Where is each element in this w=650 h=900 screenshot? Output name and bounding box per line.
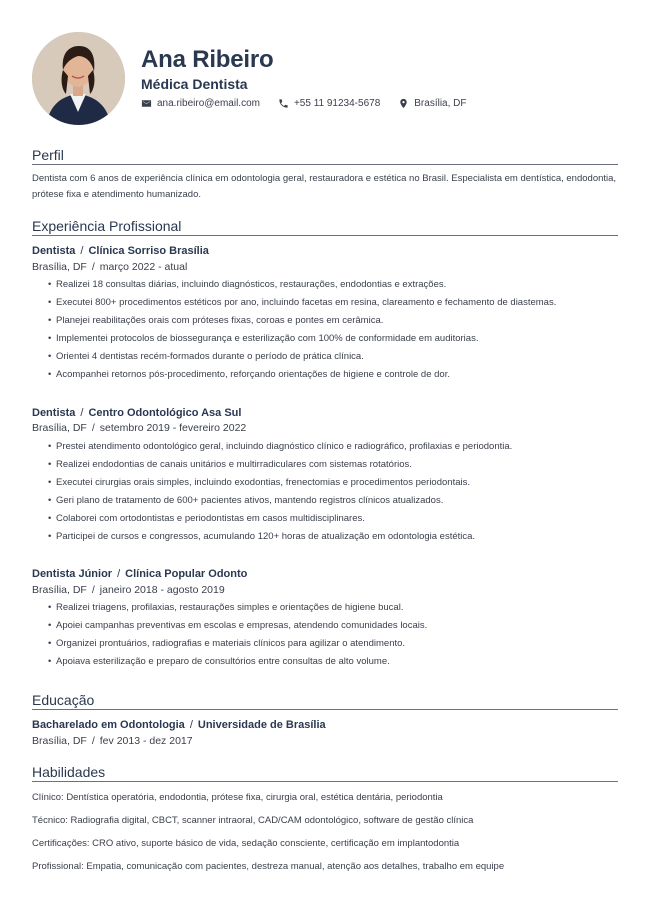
section-heading-education: Educação (32, 692, 618, 710)
job-bullets (48, 276, 618, 384)
education-meta (32, 735, 193, 747)
separator: / (189, 719, 193, 731)
contact-phone[interactable] (278, 98, 380, 109)
separator: / (91, 735, 95, 747)
section-heading-experience: Experiência Profissional (32, 218, 618, 236)
list-item: • Acompanhei retornos pós-procedimento, reforçando orientações de higiene e controle de dor. (48, 366, 618, 384)
job-company: Clínica Popular Odonto (125, 568, 248, 580)
contact-location (398, 98, 466, 109)
job-heading (32, 407, 241, 419)
skill-line: Técnico: Radiografia digital, CBCT, scanner intraoral, CAD/CAM odontológico, software de gestão clínica (32, 815, 474, 826)
separator: / (117, 568, 121, 580)
skill-line: Profissional: Empatia, comunicação com pacientes, destreza manual, atenção aos detalhes, trabalho em equipe (32, 861, 505, 872)
education-degree: Bacharelado em Odontologia (32, 719, 185, 731)
list-item: • Realizei 18 consultas diárias, incluindo diagnósticos, restaurações, endodontias e extrações. (48, 276, 618, 294)
education-school: Universidade de Brasília (197, 719, 326, 731)
separator: / (80, 245, 84, 257)
list-item: • Apoiava esterilização e preparo de consultórios entre consultas de alto volume. (48, 653, 618, 671)
job-heading (32, 245, 209, 257)
list-item: • Executei 800+ procedimentos estéticos por ano, incluindo facetas em resina, clareamento e fechamento de diastemas. (48, 294, 618, 312)
profile-photo-illustration (32, 32, 125, 125)
profile-summary: Dentista com 6 anos de experiência clínica em odontologia geral, restauradora e estética no Brasil. Especialista em dentística, endodontia, prótese fixa e atendimento humanizado. (32, 173, 617, 200)
job-meta (32, 584, 225, 596)
job-role: Dentista (32, 407, 76, 419)
job-bullets (48, 438, 618, 546)
job-bullets (48, 599, 618, 671)
job-meta (32, 261, 187, 273)
location-pin-icon (398, 98, 409, 109)
job-dates: março 2022 - atual (99, 261, 188, 273)
list-item: • Realizei endodontias de canais unitários e multirradiculares com sistemas rotatórios. (48, 456, 618, 474)
list-item: • Executei cirurgias orais simples, incluindo exodontias, frenectomias e procedimentos periodontais. (48, 474, 618, 492)
list-item: • Implementei protocolos de biossegurança e esterilização com 100% de conformidade em auditorias. (48, 330, 618, 348)
separator: / (91, 584, 95, 596)
list-item: • Orientei 4 dentistas recém-formados durante o período de prática clínica. (48, 348, 618, 366)
list-item: • Colaborei com ortodontistas e periodontistas em casos multidisciplinares. (48, 510, 618, 528)
candidate-title: Médica Dentista (141, 76, 248, 92)
separator: / (80, 407, 84, 419)
job-role: Dentista Júnior (32, 568, 113, 580)
education-dates: fev 2013 - dez 2017 (99, 735, 193, 747)
email-text: ana.ribeiro@email.com (157, 98, 260, 109)
list-item: • Organizei prontuários, radiografias e materiais clínicos para agilizar o atendimento. (48, 635, 618, 653)
education-heading (32, 719, 326, 731)
job-location: Brasília, DF (32, 584, 87, 596)
section-heading-profile: Perfil (32, 147, 618, 165)
section-heading-skills: Habilidades (32, 764, 618, 782)
list-item: • Planejei reabilitações orais com próteses fixas, coroas e pontes em cerâmica. (48, 312, 618, 330)
list-item: • Realizei triagens, profilaxias, restaurações simples e orientações de higiene bucal. (48, 599, 618, 617)
list-item: • Participei de cursos e congressos, acumulando 120+ horas de atualização em odontologia estética. (48, 528, 618, 546)
education-location: Brasília, DF (32, 735, 87, 747)
contact-row (141, 98, 485, 109)
job-role: Dentista (32, 245, 76, 257)
job-company: Centro Odontológico Asa Sul (88, 407, 242, 419)
skill-line: Certificações: CRO ativo, suporte básico de vida, sedação consciente, certificação em implantodontia (32, 838, 460, 849)
phone-text: +55 11 91234-5678 (293, 98, 381, 109)
skill-line: Clínico: Dentística operatória, endodontia, prótese fixa, cirurgia oral, estética dentária, periodontia (32, 792, 443, 803)
job-dates: setembro 2019 - fevereiro 2022 (99, 422, 247, 434)
job-company: Clínica Sorriso Brasília (88, 245, 209, 257)
job-meta (32, 422, 246, 434)
job-location: Brasília, DF (32, 261, 87, 273)
job-dates: janeiro 2018 - agosto 2019 (99, 584, 225, 596)
contact-email[interactable] (141, 98, 260, 109)
profile-photo (32, 32, 125, 125)
candidate-name: Ana Ribeiro (141, 46, 274, 73)
separator: / (91, 261, 95, 273)
resume-header (32, 32, 622, 126)
list-item: • Prestei atendimento odontológico geral, incluindo diagnóstico clínico e radiográfico, profilaxias e periodontia. (48, 438, 618, 456)
list-item: • Geri plano de tratamento de 600+ pacientes ativos, mantendo registros clínicos atualizados. (48, 492, 618, 510)
list-item: • Apoiei campanhas preventivas em escolas e empresas, atendendo comunidades locais. (48, 617, 618, 635)
job-location: Brasília, DF (32, 422, 87, 434)
phone-icon (278, 98, 289, 109)
email-icon (141, 98, 152, 109)
location-text: Brasília, DF (414, 98, 467, 109)
job-heading (32, 568, 247, 580)
separator: / (91, 422, 95, 434)
